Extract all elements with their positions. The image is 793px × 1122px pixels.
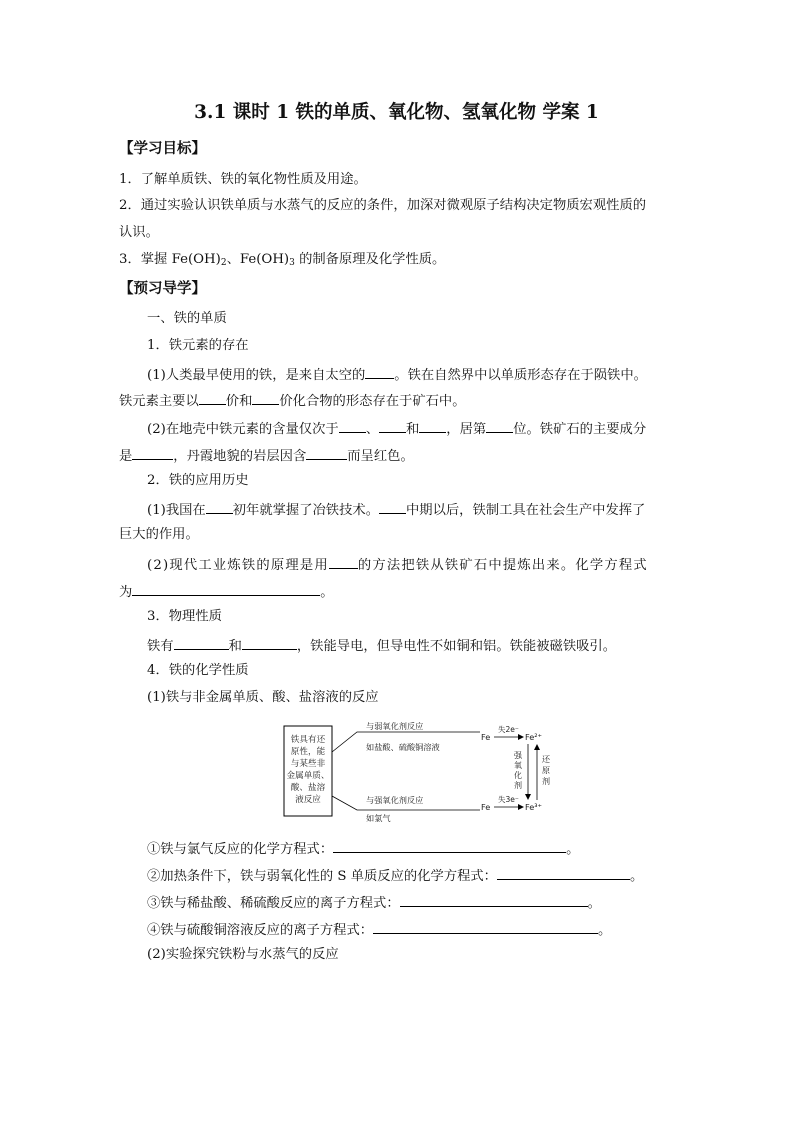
history-para1-line2: 巨大的作用。: [119, 527, 199, 542]
svg-text:剂: 剂: [513, 780, 523, 790]
strong-oxidant-label: [514, 750, 523, 790]
blank-field[interactable]: [379, 419, 406, 433]
blank-field[interactable]: [199, 391, 226, 405]
chemical-sub2: (2)实验探究铁粉与水蒸气的反应: [147, 947, 339, 962]
answer-blank[interactable]: [373, 920, 598, 934]
svg-text:原: 原: [541, 765, 551, 775]
existence-para1-line2: 铁元素主要以 价和 价化合物的形态存在于矿石中。: [119, 391, 466, 410]
section-iron-element: 一、铁的单质: [147, 311, 227, 326]
fe3-ion: Fe³⁺: [525, 802, 542, 812]
arrow-icon: [518, 804, 524, 810]
blank-field[interactable]: [132, 446, 173, 460]
preview-heading: 【预习导学】: [119, 280, 206, 297]
bottom-branch-example: 如氯气: [366, 813, 391, 823]
history-para2-line2: 为 。: [119, 582, 334, 601]
existence-para2-line2: 是 ，丹霞地貌的岩层因含 而呈红色。: [119, 446, 414, 465]
objective-1: 1．了解单质铁、铁的氧化物性质及用途。: [119, 172, 367, 187]
blank-field[interactable]: [174, 636, 229, 650]
blank-field[interactable]: [339, 419, 366, 433]
top-branch-example: 如盐酸、硫酸铜溶液: [366, 742, 440, 752]
objectives-heading: 【学习目标】: [119, 140, 206, 157]
question-1: ①铁与氯气反应的化学方程式： 。: [147, 839, 579, 858]
svg-text:化: 化: [513, 770, 523, 780]
svg-text:强: 强: [513, 750, 523, 760]
chemical-sub1: (1)铁与非金属单质、酸、盐溶液的反应: [147, 690, 379, 705]
arrow-up-icon: [534, 744, 540, 750]
question-2: ②加热条件下，铁与弱氧化性的 S 单质反应的化学方程式： 。: [147, 866, 643, 885]
subsection-chemical: 4．铁的化学性质: [147, 663, 249, 678]
blank-field[interactable]: [329, 555, 358, 569]
arrow-down-icon: [525, 794, 531, 800]
arrow-icon: [518, 734, 524, 740]
question-4: ④铁与硫酸铜溶液反应的离子方程式： 。: [147, 920, 611, 939]
lose-3e-label: 失3e⁻: [498, 795, 519, 804]
lose-2e-label: 失2e⁻: [498, 725, 519, 734]
reducer-label: [542, 754, 551, 786]
history-para1-line1: (1)我国在 初年就掌握了冶铁技术。 中期以后，铁制工具在社会生产中发挥了: [147, 500, 645, 519]
existence-para2-line1: (2)在地壳中铁元素的含量仅次于 、 和 ，居第 位。铁矿石的主要成分: [147, 419, 646, 438]
svg-text:还: 还: [541, 754, 551, 764]
svg-text:氧: 氧: [513, 760, 523, 770]
svg-text:原性，能: 原性，能: [290, 747, 326, 757]
objective-3: 3．掌握 $Fe(OH)_2$、$Fe(OH)_3$ 的制备原理及化学性质。: [119, 252, 446, 268]
svg-text:液反应: 液反应: [295, 795, 321, 805]
svg-text:与某些非: 与某些非: [290, 759, 326, 769]
subsection-history: 2．铁的应用历史: [147, 473, 249, 488]
blank-field[interactable]: [206, 500, 233, 514]
svg-text:铁具有还: 铁具有还: [290, 735, 326, 745]
physical-properties: 铁有 和 ，铁能导电，但导电性不如铜和铝。铁能被磁铁吸引。: [147, 636, 616, 655]
svg-text:酸、盐溶: 酸、盐溶: [290, 783, 326, 793]
answer-blank[interactable]: [497, 866, 630, 880]
existence-para1-line1: (1)人类最早使用的铁，是来自太空的 。铁在自然界中以单质形态存在于陨铁中。: [147, 365, 647, 384]
answer-blank[interactable]: [400, 893, 588, 907]
page-title: 3.1 课时 1 铁的单质、氧化物、氢氧化物 学案 1: [194, 102, 599, 123]
blank-field[interactable]: [365, 365, 394, 379]
diagram-box-text: [287, 733, 330, 805]
top-branch-label: 与弱氧化剂反应: [366, 721, 424, 731]
fe2-ion: Fe²⁺: [525, 732, 542, 742]
iron-reaction-diagram: [282, 718, 552, 826]
objective-2-line2: 认识。: [119, 225, 159, 240]
answer-blank[interactable]: [333, 839, 566, 853]
bottom-branch-label: 与强氧化剂反应: [366, 795, 424, 805]
blank-field[interactable]: [486, 419, 513, 433]
blank-field[interactable]: [419, 419, 446, 433]
blank-field[interactable]: [379, 500, 406, 514]
subsection-existence: 1．铁元素的存在: [147, 338, 249, 353]
subsection-physical: 3．物理性质: [147, 609, 222, 624]
blank-field[interactable]: [132, 582, 320, 596]
blank-field[interactable]: [252, 391, 279, 405]
fe-top: Fe: [481, 732, 491, 742]
question-3: ③铁与稀盐酸、稀硫酸反应的离子方程式： 。: [147, 893, 601, 912]
svg-text:剂: 剂: [541, 776, 551, 786]
blank-field[interactable]: [306, 446, 347, 460]
svg-text:金属单质、: 金属单质、: [286, 771, 330, 781]
objective-2-line1: 2．通过实验认识铁单质与水蒸气的反应的条件，加深对微观原子结构决定物质宏观性质的: [119, 198, 647, 213]
fe-bottom: Fe: [481, 802, 491, 812]
blank-field[interactable]: [242, 636, 297, 650]
history-para2-line1: (2)现代工业炼铁的原理是用 的方法把铁从铁矿石中提炼出来。化学方程式: [147, 555, 648, 574]
